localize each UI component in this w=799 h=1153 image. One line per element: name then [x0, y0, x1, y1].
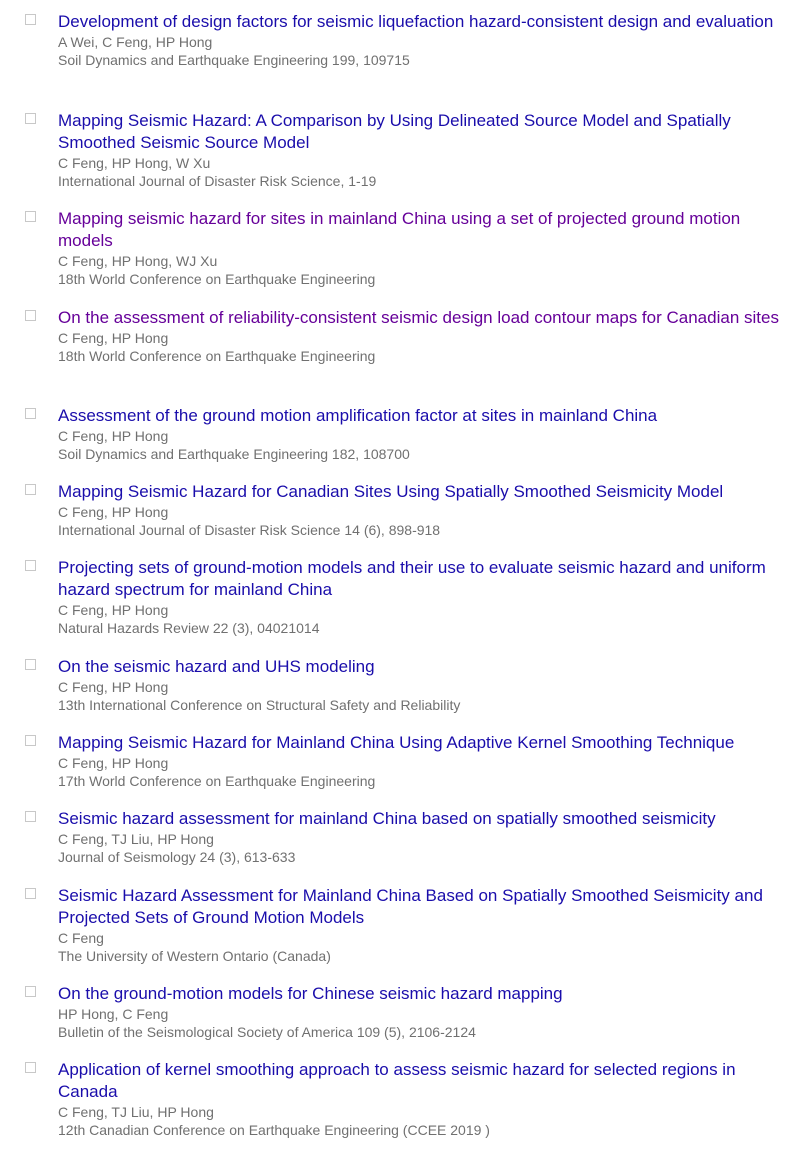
publication-venue: Journal of Seismology 24 (3), 613-633 [58, 849, 296, 865]
select-checkbox[interactable] [25, 113, 36, 124]
select-checkbox[interactable] [25, 811, 36, 822]
select-checkbox[interactable] [25, 1062, 36, 1073]
publication-content [58, 481, 779, 539]
select-checkbox[interactable] [25, 484, 36, 495]
publication-title-link[interactable]: Projecting sets of ground-motion models and their use to evaluate seismic hazard and uniform hazard spectrum for mainland China [58, 558, 766, 599]
publication-content [58, 405, 779, 463]
publication-content [58, 110, 779, 190]
publication-content [58, 208, 779, 288]
publication-authors: C Feng, HP Hong [58, 504, 169, 520]
publication-title-link[interactable]: On the ground‐motion models for Chinese seismic hazard mapping [58, 984, 563, 1003]
publication-venue: The University of Western Ontario (Canada) [58, 948, 331, 964]
publication-authors: C Feng, HP Hong [58, 330, 169, 346]
publication-content [58, 656, 779, 714]
publication-venue: 12th Canadian Conference on Earthquake Engineering (CCEE 2019 ) [58, 1122, 490, 1138]
publication-authors: C Feng, TJ Liu, HP Hong [58, 1104, 214, 1120]
publication-title-link[interactable]: Seismic hazard assessment for mainland China based on spatially smoothed seismicity [58, 809, 716, 828]
publication-content [58, 885, 779, 965]
publication-content [58, 1059, 779, 1139]
select-checkbox[interactable] [25, 986, 36, 997]
publication-venue: International Journal of Disaster Risk Science 14 (6), 898-918 [58, 522, 441, 538]
publication-title-link[interactable]: Seismic Hazard Assessment for Mainland China Based on Spatially Smoothed Seismicity and Projected Sets of Ground Motion Models [58, 886, 763, 927]
publication-venue: International Journal of Disaster Risk Science, 1-19 [58, 173, 377, 189]
publication-content [58, 983, 779, 1041]
publication-authors: C Feng, HP Hong [58, 679, 169, 695]
publication-authors: C Feng, HP Hong [58, 602, 169, 618]
publication-authors: C Feng, TJ Liu, HP Hong [58, 831, 214, 847]
publication-title-link[interactable]: Application of kernel smoothing approach to assess seismic hazard for selected regions in Canada [58, 1060, 736, 1101]
publication-title-link[interactable]: Assessment of the ground motion amplification factor at sites in mainland China [58, 406, 658, 425]
publication-venue: 13th International Conference on Structural Safety and Reliability [58, 697, 461, 713]
publication-venue: Bulletin of the Seismological Society of America 109 (5), 2106-2124 [58, 1024, 476, 1040]
publication-authors: A Wei, C Feng, HP Hong [58, 34, 213, 50]
select-checkbox[interactable] [25, 735, 36, 746]
publication-title-link[interactable]: Mapping Seismic Hazard: A Comparison by Using Delineated Source Model and Spatially Smoothed Seismic Source Model [58, 111, 731, 152]
publication-venue: 18th World Conference on Earthquake Engineering [58, 348, 376, 364]
publication-venue: Natural Hazards Review 22 (3), 04021014 [58, 620, 320, 636]
publication-title-link[interactable]: Development of design factors for seismic liquefaction hazard-consistent design and evaluation [58, 12, 774, 31]
publication-title-link[interactable]: Mapping Seismic Hazard for Mainland China Using Adaptive Kernel Smoothing Technique [58, 733, 735, 752]
publication-content [58, 307, 779, 365]
publication-authors: C Feng, HP Hong, W Xu [58, 155, 211, 171]
publication-venue: 18th World Conference on Earthquake Engineering [58, 271, 376, 287]
select-checkbox[interactable] [25, 408, 36, 419]
publication-title-link[interactable]: On the assessment of reliability-consistent seismic design load contour maps for Canadian sites [58, 308, 779, 327]
publication-title-link[interactable]: Mapping seismic hazard for sites in mainland China using a set of projected ground motion models [58, 209, 741, 250]
publication-content [58, 732, 779, 790]
publication-venue: Soil Dynamics and Earthquake Engineering 199, 109715 [58, 52, 410, 68]
publication-content [58, 557, 779, 637]
publication-content [58, 11, 779, 69]
publication-content [58, 808, 779, 866]
publication-venue: 17th World Conference on Earthquake Engineering [58, 773, 376, 789]
publication-authors: C Feng [58, 930, 104, 946]
publication-authors: C Feng, HP Hong [58, 755, 169, 771]
select-checkbox[interactable] [25, 14, 36, 25]
select-checkbox[interactable] [25, 310, 36, 321]
select-checkbox[interactable] [25, 560, 36, 571]
publication-authors: HP Hong, C Feng [58, 1006, 169, 1022]
publication-authors: C Feng, HP Hong [58, 428, 169, 444]
select-checkbox[interactable] [25, 659, 36, 670]
select-checkbox[interactable] [25, 888, 36, 899]
select-checkbox[interactable] [25, 211, 36, 222]
publication-venue: Soil Dynamics and Earthquake Engineering 182, 108700 [58, 446, 410, 462]
publication-title-link[interactable]: On the seismic hazard and UHS modeling [58, 657, 375, 676]
publication-authors: C Feng, HP Hong, WJ Xu [58, 253, 218, 269]
publication-title-link[interactable]: Mapping Seismic Hazard for Canadian Sites Using Spatially Smoothed Seismicity Model [58, 482, 724, 501]
